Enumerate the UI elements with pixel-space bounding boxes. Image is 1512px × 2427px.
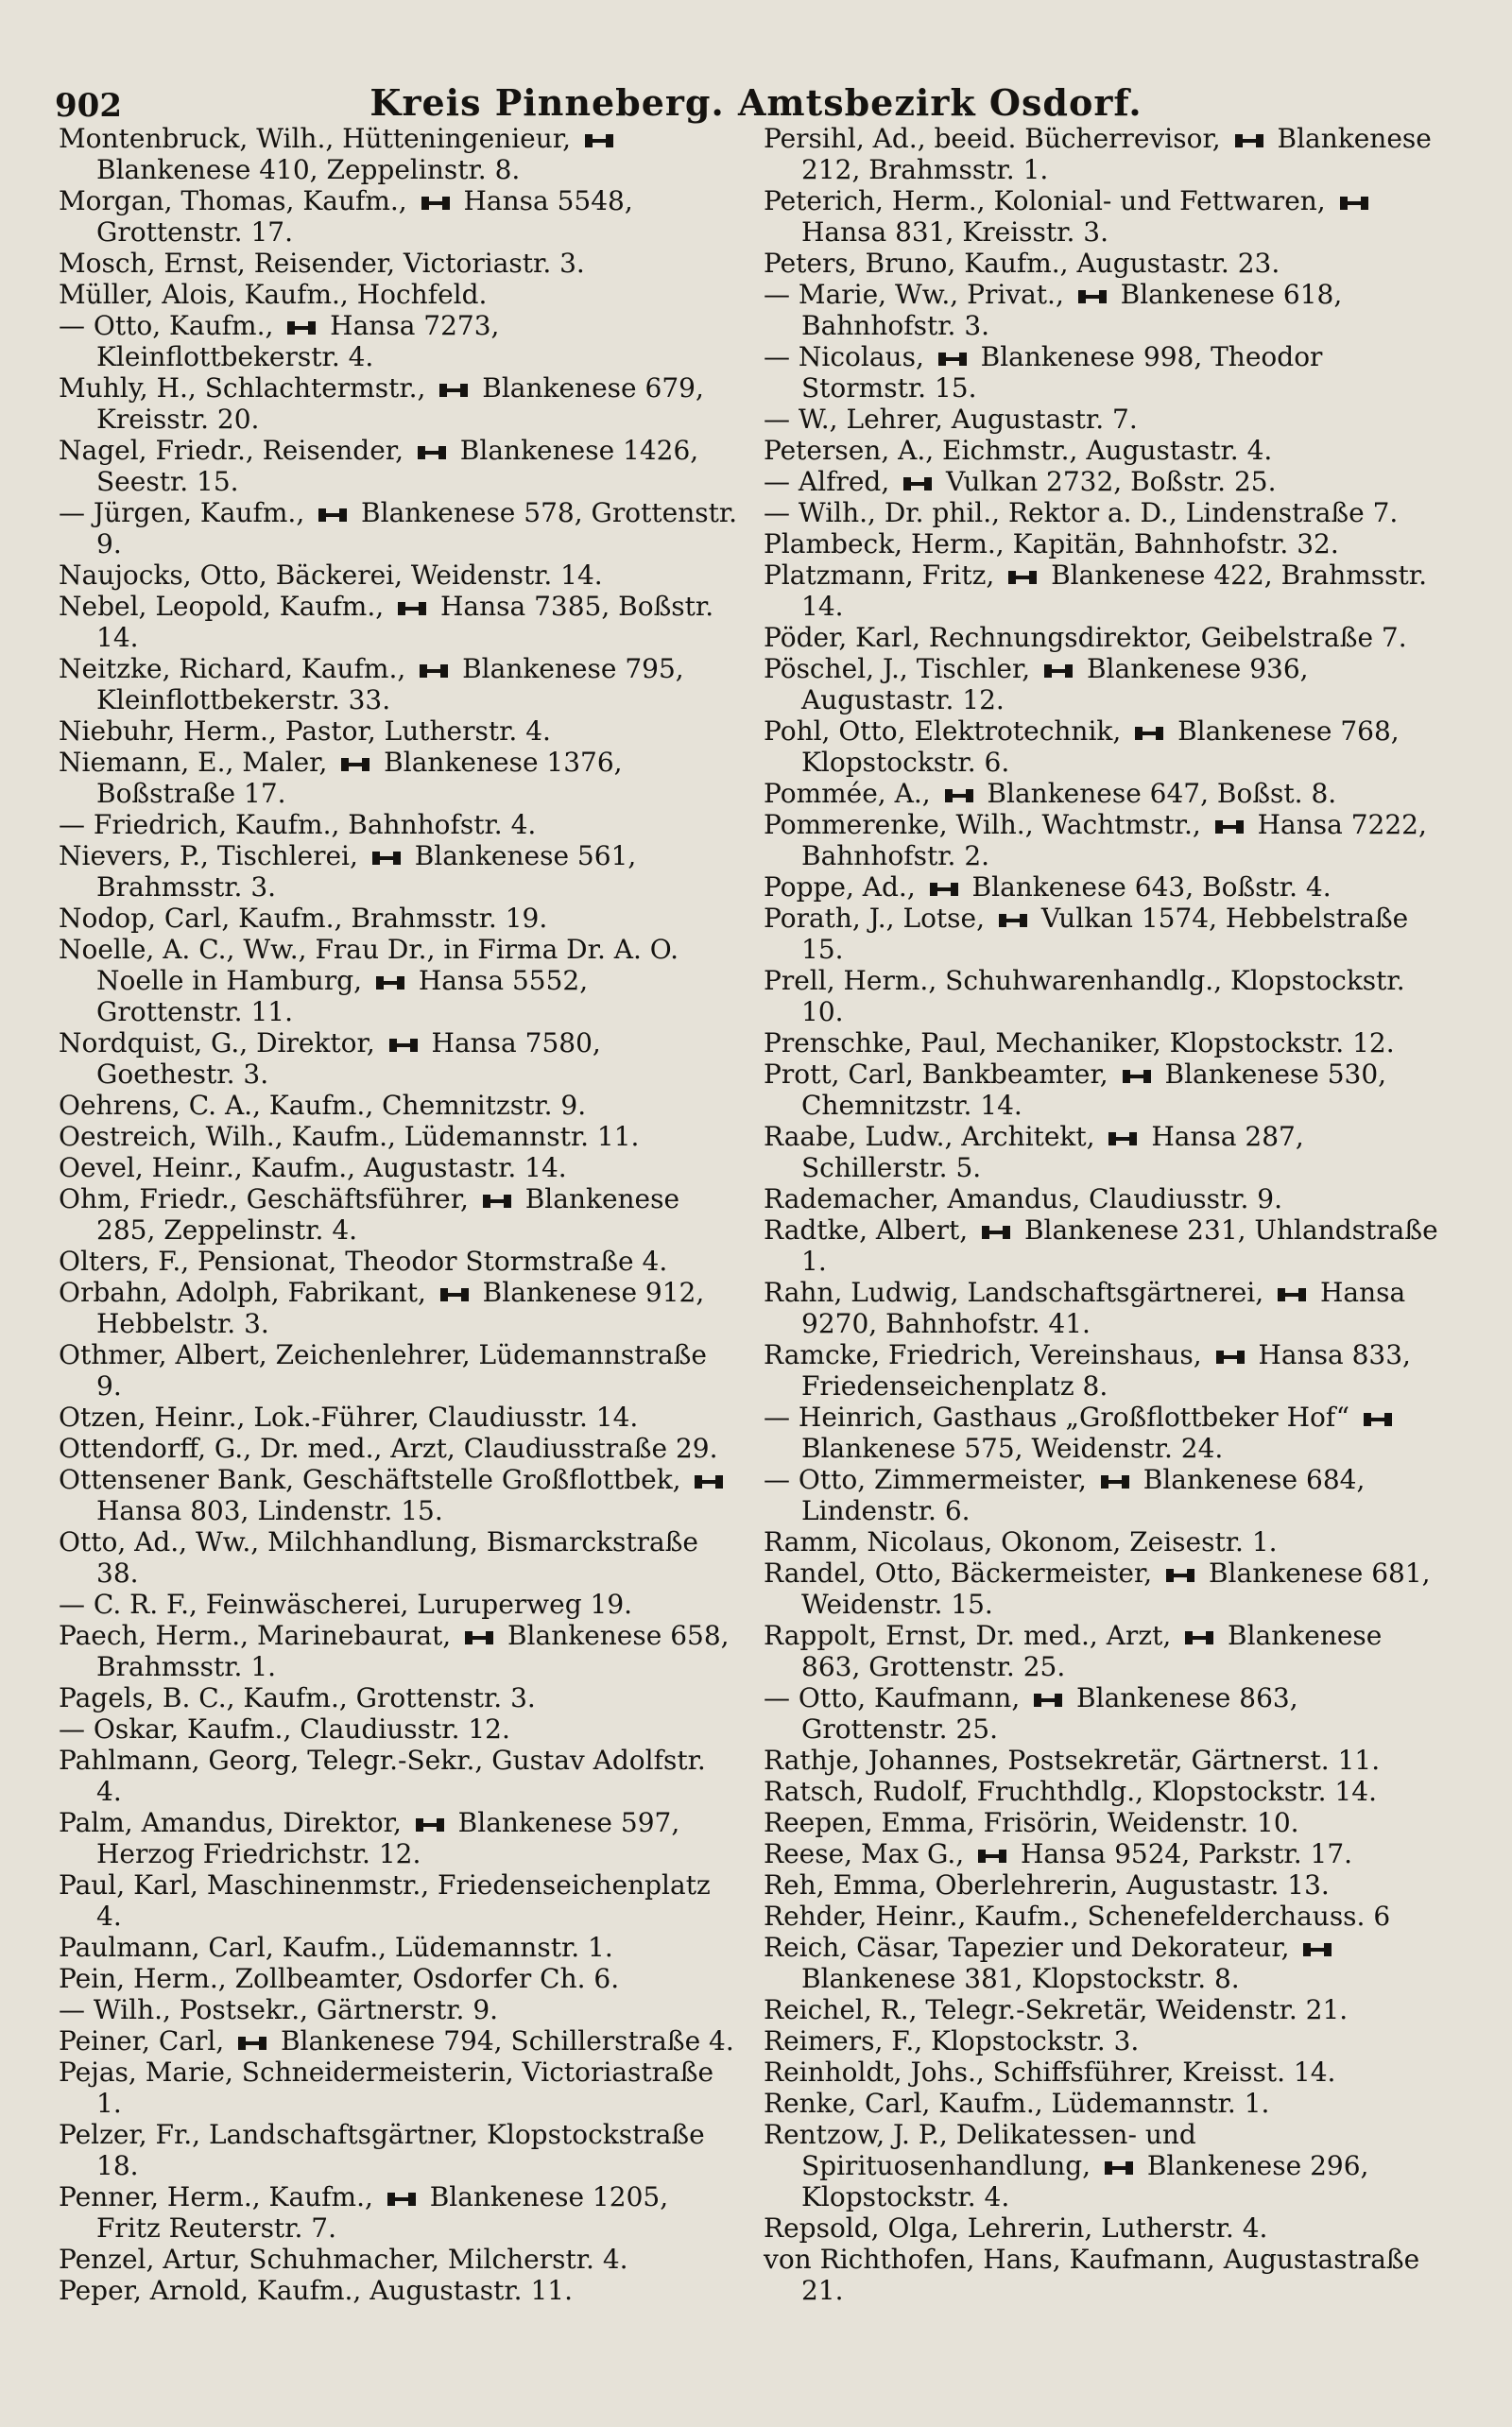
entry-text: Rahn, Ludwig, Landschaftsgärtnerei, <box>764 1277 1273 1308</box>
entry-text: — Otto, Kaufm., <box>59 310 283 341</box>
entry-text: — Nicolaus, <box>764 341 933 372</box>
entry-text: Noelle, A. C., Ww., Frau Dr., in Firma Dr. A. O. Noelle in Hamburg, <box>59 934 679 996</box>
entry-text: Pohl, Otto, Elektrotechnik, <box>764 715 1130 747</box>
entry-text: Orbahn, Adolph, Fabrikant, <box>59 1277 435 1308</box>
directory-entry <box>59 1682 739 1713</box>
directory-entry <box>59 2119 739 2181</box>
entry-text: Blankenese 578, Grottenstr. 9. <box>96 497 738 559</box>
directory-entry <box>59 1246 739 1277</box>
right-column <box>764 123 1444 2306</box>
entry-text: Nebel, Leopold, Kaufm., <box>59 591 393 622</box>
telephone-icon <box>439 384 468 397</box>
entry-text: Pöschel, J., Tischler, <box>764 653 1040 684</box>
entry-text: Palm, Amandus, Direktor, <box>59 1807 410 1838</box>
directory-entry <box>764 715 1444 778</box>
page-header: Kreis Pinneberg. Amtsbezirk Osdorf. <box>369 81 1143 124</box>
directory-entry <box>59 1589 739 1620</box>
entry-text: Pahlmann, Georg, Telegr.-Sekr., Gustav Adolfstr. 4. <box>59 1745 706 1807</box>
directory-entry <box>59 1090 739 1121</box>
entry-text: Hansa 7580, Goethestr. 3. <box>96 1027 601 1090</box>
entry-text: Ramm, Nicolaus, Okonom, Zeisestr. 1. <box>764 1526 1278 1558</box>
directory-entry <box>59 185 739 248</box>
entry-text: Poppe, Ad., <box>764 871 924 903</box>
directory-entry <box>764 279 1444 341</box>
directory-entry <box>764 2212 1444 2244</box>
entry-text: Radtke, Albert, <box>764 1214 977 1246</box>
telephone-icon <box>376 976 404 990</box>
directory-entry <box>764 1776 1444 1807</box>
entry-text: Nordquist, G., Direktor, <box>59 1027 384 1059</box>
telephone-icon <box>1216 1351 1245 1364</box>
telephone-icon <box>1135 727 1163 740</box>
entry-text: Hansa 7385, Boßstr. 14. <box>96 591 714 653</box>
directory-entry <box>764 1027 1444 1059</box>
entry-text: Nagel, Friedr., Reisender, <box>59 435 412 466</box>
entry-text: Hansa 7273, Kleinflottbekerstr. 4. <box>96 310 500 372</box>
entry-text: Penzel, Artur, Schuhmacher, Milcherstr. 4. <box>59 2244 628 2275</box>
telephone-icon <box>938 353 967 366</box>
telephone-icon <box>1123 1070 1151 1083</box>
entry-text: — Alfred, <box>764 466 899 497</box>
entry-text: Hansa 9524, Parkstr. 17. <box>1012 1838 1353 1869</box>
entry-text: Ramcke, Friedrich, Vereinshaus, <box>764 1339 1211 1370</box>
entry-text: Porath, J., Lotse, <box>764 903 993 934</box>
telephone-icon <box>1215 820 1244 834</box>
entry-text: Hansa 287, Schillerstr. 5. <box>801 1121 1304 1183</box>
directory-entry <box>764 903 1444 965</box>
entry-text: — Heinrich, Gasthaus „Großflottbeker Hof“ <box>764 1402 1358 1433</box>
directory-entry <box>764 1526 1444 1558</box>
directory-entry <box>59 1464 739 1526</box>
directory-entry <box>59 1713 739 1745</box>
directory-entry <box>59 2057 739 2119</box>
directory-entry <box>59 747 739 809</box>
directory-entry <box>59 123 739 185</box>
directory-entry <box>764 528 1444 559</box>
directory-entry <box>59 2181 739 2244</box>
telephone-icon <box>1235 134 1263 147</box>
telephone-icon <box>1166 1569 1194 1582</box>
directory-entry <box>764 404 1444 435</box>
entry-text: Blankenese 1426, Seestr. 15. <box>96 435 699 497</box>
entry-text: Blankenese 679, Kreisstr. 20. <box>96 372 704 435</box>
entry-text: Reich, Cäsar, Tapezier und Dekorateur, <box>764 1932 1298 1963</box>
telephone-icon <box>1105 2161 1133 2175</box>
entry-text: Paech, Herm., Marinebaurat, <box>59 1620 460 1651</box>
entry-text: Otzen, Heinr., Lok.-Führer, Claudiusstr. 14. <box>59 1402 639 1433</box>
telephone-icon <box>930 883 958 896</box>
entry-text: Rentzow, J. P., Delikatessen- und Spirituosenhandlung, <box>764 2119 1196 2181</box>
telephone-icon <box>389 1039 418 1052</box>
telephone-icon <box>372 852 401 865</box>
page-number: 902 <box>55 87 122 125</box>
entry-text: Naujocks, Otto, Bäckerei, Weidenstr. 14. <box>59 559 603 591</box>
entry-text: von Richthofen, Hans, Kaufmann, Augustastraße 21. <box>764 2244 1420 2306</box>
directory-entry <box>59 1183 739 1246</box>
entry-text: Blankenese 231, Uhlandstraße 1. <box>801 1214 1438 1277</box>
entry-text: Pommerenke, Wilh., Wachtmstr., <box>764 809 1210 840</box>
directory-entry <box>59 653 739 715</box>
directory-entry <box>59 809 739 840</box>
entry-text: — Marie, Ww., Privat., <box>764 279 1073 310</box>
directory-entry <box>764 185 1444 248</box>
directory-entry <box>764 2119 1444 2212</box>
entry-text: Peters, Bruno, Kaufm., Augustastr. 23. <box>764 248 1280 279</box>
directory-entry <box>59 1807 739 1869</box>
directory-entry <box>764 123 1444 185</box>
entry-text: Blankenese 561, Brahmsstr. 3. <box>96 840 637 903</box>
directory-entry <box>764 778 1444 809</box>
entry-text: — Friedrich, Kaufm., Bahnhofstr. 4. <box>59 809 537 840</box>
directory-entry <box>764 622 1444 653</box>
entry-text: Reichel, R., Telegr.-Sekretär, Weidenstr. 21. <box>764 1994 1349 2025</box>
entry-text: Blankenese 1376, Boßstraße 17. <box>96 747 623 809</box>
entry-text: Reepen, Emma, Frisörin, Weidenstr. 10. <box>764 1807 1299 1838</box>
entry-text: Muhly, H., Schlachtermstr., <box>59 372 435 404</box>
directory-entry <box>764 1339 1444 1402</box>
entry-text: Blankenese 658, Brahmsstr. 1. <box>96 1620 730 1682</box>
directory-entry <box>764 1807 1444 1838</box>
entry-text: Blankenese 575, Weidenstr. 24. <box>801 1433 1224 1464</box>
directory-entry <box>59 840 739 903</box>
telephone-icon <box>398 602 426 615</box>
entry-text: Peper, Arnold, Kaufm., Augustastr. 11. <box>59 2275 573 2306</box>
entry-text: Peterich, Herm., Kolonial- und Fettwaren, <box>764 185 1334 216</box>
entry-text: Nievers, P., Tischlerei, <box>59 840 367 871</box>
entry-text: Hansa 831, Kreisstr. 3. <box>801 216 1108 248</box>
directory-entry <box>764 248 1444 279</box>
entry-text: Oestreich, Wilh., Kaufm., Lüdemannstr. 11. <box>59 1121 640 1152</box>
entry-text: Rehder, Heinr., Kaufm., Schenefelderchauss. 6 <box>764 1901 1391 1932</box>
directory-entry <box>59 1121 739 1152</box>
entry-text: Repsold, Olga, Lehrerin, Lutherstr. 4. <box>764 2212 1268 2244</box>
entry-text: Raabe, Ludw., Architekt, <box>764 1121 1104 1152</box>
entry-text: Peiner, Carl, <box>59 2025 233 2057</box>
directory-entry <box>59 2025 739 2057</box>
directory-entry <box>59 903 739 934</box>
directory-entry <box>764 2025 1444 2057</box>
entry-text: Reese, Max G., <box>764 1838 973 1869</box>
entry-text: Ottensener Bank, Geschäftstelle Großflottbek, <box>59 1464 690 1495</box>
telephone-icon <box>1364 1413 1392 1426</box>
directory-entry <box>59 497 739 559</box>
entry-text: Othmer, Albert, Zeichenlehrer, Lüdemannstraße 9. <box>59 1339 707 1402</box>
entry-text: Blankenese 912, Hebbelstr. 3. <box>96 1277 705 1339</box>
entry-text: Oevel, Heinr., Kaufm., Augustastr. 14. <box>59 1152 567 1183</box>
directory-entry <box>764 341 1444 404</box>
entry-text: Blankenese 863, Grottenstr. 25. <box>801 1620 1383 1682</box>
telephone-icon <box>945 789 973 802</box>
entry-text: Blankenese 681, Weidenstr. 15. <box>801 1558 1431 1620</box>
entry-text: Olters, F., Pensionat, Theodor Stormstraße 4. <box>59 1246 668 1277</box>
telephone-icon <box>1078 290 1107 303</box>
directory-entry <box>59 559 739 591</box>
directory-entry <box>764 809 1444 871</box>
entry-text: Blankenese 422, Brahmsstr. 14. <box>801 559 1428 622</box>
directory-entry <box>764 2057 1444 2088</box>
entry-text: Hansa 5548, Grottenstr. 17. <box>96 185 633 248</box>
directory-entry <box>59 1402 739 1433</box>
entry-text: — C. R. F., Feinwäscherei, Luruperweg 19. <box>59 1589 633 1620</box>
directory-entry <box>764 2244 1444 2306</box>
telephone-icon <box>999 914 1027 927</box>
directory-entry <box>59 310 739 372</box>
entry-text: Neitzke, Richard, Kaufm., <box>59 653 415 684</box>
entry-text: Prell, Herm., Schuhwarenhandlg., Klopstockstr. 10. <box>764 965 1405 1027</box>
entry-text: Blankenese 794, Schillerstraße 4. <box>272 2025 734 2057</box>
directory-entry <box>59 715 739 747</box>
entry-text: Blankenese 998, Theodor Stormstr. 15. <box>801 341 1323 404</box>
entry-text: Pejas, Marie, Schneidermeisterin, Victoriastraße 1. <box>59 2057 714 2119</box>
entry-text: Prenschke, Paul, Mechaniker, Klopstockstr. 12. <box>764 1027 1395 1059</box>
directory-entry <box>59 1932 739 1963</box>
entry-text: Blankenese 530, Chemnitzstr. 14. <box>801 1059 1387 1121</box>
telephone-icon <box>420 664 448 678</box>
telephone-icon <box>421 197 450 210</box>
entry-text: Rappolt, Ernst, Dr. med., Arzt, <box>764 1620 1180 1651</box>
entry-text: Hansa 803, Lindenstr. 15. <box>96 1495 443 1526</box>
directory-entry <box>59 1963 739 1994</box>
directory-entry <box>59 2275 739 2306</box>
entry-text: Blankenese 643, Boßstr. 4. <box>963 871 1332 903</box>
entry-text: Pöder, Karl, Rechnungsdirektor, Geibelstraße 7. <box>764 622 1407 653</box>
directory-entry <box>59 2244 739 2275</box>
directory-entry <box>59 1433 739 1464</box>
entry-text: Blankenese 618, Bahnhofstr. 3. <box>801 279 1343 341</box>
entry-text: Paulmann, Carl, Kaufm., Lüdemannstr. 1. <box>59 1932 613 1963</box>
entry-text: Penner, Herm., Kaufm., <box>59 2181 382 2212</box>
entry-text: Pelzer, Fr., Landschaftsgärtner, Klopstockstraße 18. <box>59 2119 705 2181</box>
directory-entry <box>764 559 1444 622</box>
entry-text: — Oskar, Kaufm., Claudiusstr. 12. <box>59 1713 510 1745</box>
entry-text: Blankenese 863, Grottenstr. 25. <box>801 1682 1298 1745</box>
directory-entry <box>59 1277 739 1339</box>
entry-text: Vulkan 2732, Boßstr. 25. <box>937 466 1277 497</box>
entry-text: Reinholdt, Johs., Schiffsführer, Kreisst. 14. <box>764 2057 1336 2088</box>
telephone-icon <box>695 1475 723 1489</box>
telephone-icon <box>1034 1694 1062 1707</box>
telephone-icon <box>465 1631 493 1644</box>
entry-text: Niemann, E., Maler, <box>59 747 336 778</box>
directory-entry <box>764 1620 1444 1682</box>
directory-entry <box>59 1027 739 1090</box>
directory-entry <box>764 653 1444 715</box>
directory-entry <box>764 871 1444 903</box>
directory-entry <box>764 1932 1444 1994</box>
entry-text: Ottendorff, G., Dr. med., Arzt, Claudiusstraße 29. <box>59 1433 718 1464</box>
entry-text: Blankenese 795, Kleinflottbekerstr. 33. <box>96 653 684 715</box>
directory-entry <box>59 1620 739 1682</box>
left-column <box>59 123 739 2306</box>
directory-entry <box>764 2088 1444 2119</box>
directory-entry <box>59 1152 739 1183</box>
telephone-icon <box>483 1195 511 1208</box>
directory-entry <box>764 497 1444 528</box>
entry-text: — Jürgen, Kaufm., <box>59 497 314 528</box>
directory-entry <box>59 248 739 279</box>
directory-entry <box>59 591 739 653</box>
telephone-icon <box>585 134 613 147</box>
entry-text: Hansa 5552, Grottenstr. 11. <box>96 965 589 1027</box>
directory-entry <box>764 466 1444 497</box>
directory-entry <box>764 1682 1444 1745</box>
entry-text: Pagels, B. C., Kaufm., Grottenstr. 3. <box>59 1682 536 1713</box>
entry-text: — Wilh., Postsekr., Gärtnerstr. 9. <box>59 1994 499 2025</box>
entry-text: Paul, Karl, Maschinenmstr., Friedenseichenplatz 4. <box>59 1869 711 1932</box>
telephone-icon <box>318 508 347 522</box>
entry-text: Niebuhr, Herm., Pastor, Lutherstr. 4. <box>59 715 551 747</box>
entry-text: — W., Lehrer, Augustastr. 7. <box>764 404 1138 435</box>
directory-entry <box>59 934 739 1027</box>
entry-text: Mosch, Ernst, Reisender, Victoriastr. 3. <box>59 248 585 279</box>
telephone-icon <box>982 1226 1010 1239</box>
entry-text: Petersen, A., Eichmstr., Augustastr. 4. <box>764 435 1273 466</box>
entry-text: Blankenese 381, Klopstockstr. 8. <box>801 1963 1240 1994</box>
telephone-icon <box>416 1818 444 1832</box>
directory-entry <box>59 1994 739 2025</box>
entry-text: Blankenese 285, Zeppelinstr. 4. <box>96 1183 680 1246</box>
directory-entry <box>764 1183 1444 1214</box>
directory-entry <box>764 1838 1444 1869</box>
telephone-icon <box>1303 1943 1332 1956</box>
telephone-icon <box>341 758 369 771</box>
entry-text: — Otto, Zimmermeister, <box>764 1464 1095 1495</box>
telephone-icon <box>1008 571 1037 584</box>
entry-text: Blankenese 1205, Fritz Reuterstr. 7. <box>96 2181 669 2244</box>
telephone-icon <box>903 477 932 491</box>
entry-text: Blankenese 936, Augustastr. 12. <box>801 653 1309 715</box>
directory-entry <box>59 279 739 310</box>
entry-text: Hansa 833, Friedenseichenplatz 8. <box>801 1339 1411 1402</box>
telephone-icon <box>1108 1132 1137 1145</box>
telephone-icon <box>418 446 446 459</box>
directory-entry <box>59 1339 739 1402</box>
directory-entry <box>764 1901 1444 1932</box>
entry-text: Morgan, Thomas, Kaufm., <box>59 185 416 216</box>
entry-text: Blankenese 768, Klopstockstr. 6. <box>801 715 1400 778</box>
entry-text: — Otto, Kaufmann, <box>764 1682 1029 1713</box>
telephone-icon <box>1101 1475 1129 1489</box>
directory-entry <box>764 435 1444 466</box>
telephone-icon <box>1278 1288 1306 1301</box>
entry-text: Nodop, Carl, Kaufm., Brahmsstr. 19. <box>59 903 548 934</box>
entry-text: Vulkan 1574, Hebbelstraße 15. <box>801 903 1409 965</box>
entry-text: Pommée, A., <box>764 778 939 809</box>
entry-text: Platzmann, Fritz, <box>764 559 1004 591</box>
entry-text: Blankenese 684, Lindenstr. 6. <box>801 1464 1366 1526</box>
entry-text: Montenbruck, Wilh., Hütteningenieur, <box>59 123 579 154</box>
entry-text: Blankenese 296, Klopstockstr. 4. <box>801 2150 1369 2212</box>
entry-text: Oehrens, C. A., Kaufm., Chemnitzstr. 9. <box>59 1090 587 1121</box>
telephone-icon <box>238 2037 266 2050</box>
directory-entry <box>59 1869 739 1932</box>
entry-text: Ratsch, Rudolf, Fruchthdlg., Klopstockstr. 14. <box>764 1776 1377 1807</box>
telephone-icon <box>440 1288 469 1301</box>
directory-entry <box>764 1059 1444 1121</box>
directory-entry <box>764 1402 1444 1464</box>
entry-text: Rathje, Johannes, Postsekretär, Gärtnerst. 11. <box>764 1745 1381 1776</box>
entry-text: Blankenese 647, Boßst. 8. <box>978 778 1337 809</box>
entry-text: Reimers, F., Klopstockstr. 3. <box>764 2025 1140 2057</box>
entry-text: Renke, Carl, Kaufm., Lüdemannstr. 1. <box>764 2088 1270 2119</box>
directory-entry <box>764 1869 1444 1901</box>
directory-entry <box>764 1745 1444 1776</box>
entry-text: Blankenese 597, Herzog Friedrichstr. 12. <box>96 1807 680 1869</box>
entry-text: Ohm, Friedr., Geschäftsführer, <box>59 1183 477 1214</box>
entry-text: Reh, Emma, Oberlehrerin, Augustastr. 13. <box>764 1869 1330 1901</box>
entry-text: Blankenese 212, Brahmsstr. 1. <box>801 123 1432 185</box>
entry-text: Pein, Herm., Zollbeamter, Osdorfer Ch. 6. <box>59 1963 620 1994</box>
directory-entry <box>764 1277 1444 1339</box>
telephone-icon <box>1185 1631 1213 1644</box>
telephone-icon <box>387 2193 416 2206</box>
telephone-icon <box>1340 197 1368 210</box>
telephone-icon <box>1044 664 1073 678</box>
directory-entry <box>764 1558 1444 1620</box>
directory-entry <box>59 1745 739 1807</box>
directory-entry <box>59 1526 739 1589</box>
entry-text: Müller, Alois, Kaufm., Hochfeld. <box>59 279 488 310</box>
entry-text: Rademacher, Amandus, Claudiusstr. 9. <box>764 1183 1283 1214</box>
entry-text: Prott, Carl, Bankbeamter, <box>764 1059 1117 1090</box>
directory-entry <box>764 1464 1444 1526</box>
directory-entry <box>764 965 1444 1027</box>
telephone-icon <box>287 321 316 335</box>
directory-entry <box>764 1121 1444 1183</box>
directory-entry <box>764 1214 1444 1277</box>
entry-text: Hansa 9270, Bahnhofstr. 41. <box>801 1277 1406 1339</box>
telephone-icon <box>978 1850 1006 1863</box>
entry-text: Persihl, Ad., beeid. Bücherrevisor, <box>764 123 1229 154</box>
directory-entry <box>59 372 739 435</box>
entry-text: Randel, Otto, Bäckermeister, <box>764 1558 1161 1589</box>
directory-entry <box>764 1994 1444 2025</box>
entry-text: Plambeck, Herm., Kapitän, Bahnhofstr. 32. <box>764 528 1339 559</box>
directory-entry <box>59 435 739 497</box>
entry-text: — Wilh., Dr. phil., Rektor a. D., Lindenstraße 7. <box>764 497 1399 528</box>
entry-text: Otto, Ad., Ww., Milchhandlung, Bismarckstraße 38. <box>59 1526 698 1589</box>
entry-text: Hansa 7222, Bahnhofstr. 2. <box>801 809 1427 871</box>
entry-text: Blankenese 410, Zeppelinstr. 8. <box>96 154 521 185</box>
